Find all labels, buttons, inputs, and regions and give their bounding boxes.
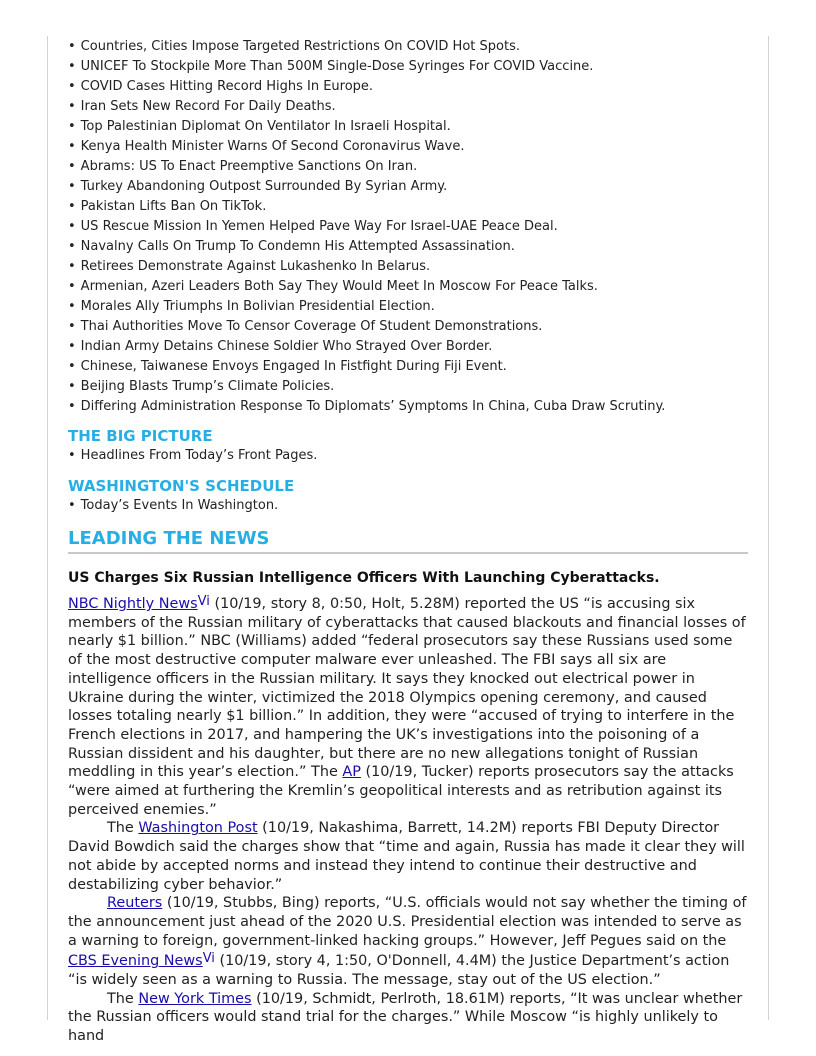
headline-item[interactable]: • UNICEF To Stockpile More Than 500M Single-Dose Syringes For COVID Vaccine. xyxy=(68,57,748,77)
paragraph-text: (10/19, Tucker) reports prosecutors say the attacks “were aimed at furthering the Kremlin’s geopolitical interests and as retribution against its perceived enemies.” xyxy=(68,764,734,818)
headline-item[interactable]: • Retirees Demonstrate Against Lukashenko In Belarus. xyxy=(68,257,748,277)
story-paragraph-3 xyxy=(68,894,748,990)
section-heading-big-picture: THE BIG PICTURE xyxy=(68,427,213,445)
source-link-reuters[interactable]: Reuters xyxy=(107,895,163,912)
headline-item[interactable]: • Armenian, Azeri Leaders Both Say They Would Meet In Moscow For Peace Talks. xyxy=(68,277,748,297)
headline-item[interactable]: • Kenya Health Minister Warns Of Second Coronavirus Wave. xyxy=(68,137,748,157)
headline-item[interactable]: • Indian Army Detains Chinese Soldier Who Strayed Over Border. xyxy=(68,337,748,357)
headline-item[interactable]: • Turkey Abandoning Outpost Surrounded By Syrian Army. xyxy=(68,177,748,197)
video-indicator-icon[interactable]: Vi xyxy=(202,951,215,967)
headline-item[interactable]: • COVID Cases Hitting Record Highs In Europe. xyxy=(68,77,748,97)
headline-item[interactable]: • Pakistan Lifts Ban On TikTok. xyxy=(68,197,748,217)
paragraph-text: (10/19, Nakashima, Barrett, 14.2M) reports FBI Deputy Director David Bowdich said the charges show that “time and again, Russia has made it clear they will not abide by accepted norms and instead they intend to continue their destructive and destabilizing cyber behavior.” xyxy=(68,820,745,893)
video-indicator-icon[interactable]: Vi xyxy=(197,594,210,609)
headline-item[interactable]: • Differing Administration Response To Diplomats’ Symptoms In China, Cuba Draw Scrutiny. xyxy=(68,397,748,417)
headline-item[interactable]: • US Rescue Mission In Yemen Helped Pave Way For Israel-UAE Peace Deal. xyxy=(68,217,748,237)
big-picture-list xyxy=(68,446,748,466)
paragraph-text: (10/19, story 8, 0:50, Holt, 5.28M) reported the US “is accusing six members of the Russian military of cyberattacks that caused blackouts and financial losses of nearly $1 billion.” NBC (Williams) added “federal prosecutors say these Russians used some of the most destructive computer malware ever unleashed. The FBI says all six are intelligence officers in the Russian military. It says they knocked out electrical power in Ukraine during the winter, victimized the 2018 Olympics opening ceremony, and caused losses totaling nearly $1 billion.” In addition, they were “accused of trying to interfere in the French elections in 2017, and hampering the UK’s investigations into the poisoning of a Russian dissident and his daughter, but there are no new allegations tonight of Russian meddling in this year’s election.” The xyxy=(68,596,746,781)
section-heading-leading-the-news: LEADING THE NEWS xyxy=(68,527,748,554)
story-paragraph-4 xyxy=(68,990,748,1046)
headline-item[interactable]: • Countries, Cities Impose Targeted Restrictions On COVID Hot Spots. xyxy=(68,37,748,57)
headline-item[interactable]: • Thai Authorities Move To Censor Coverage Of Student Demonstrations. xyxy=(68,317,748,337)
page-border-left xyxy=(47,36,48,1020)
paragraph-text: (10/19, Stubbs, Bing) reports, “U.S. officials would not say whether the timing of the announcement just ahead of the 2020 U.S. Presidential election was intended to serve as a warning to foreign, government-linked hacking groups.” However, Jeff Pegues said on the xyxy=(68,895,747,949)
page-border-right xyxy=(768,36,769,1020)
paragraph-text: The xyxy=(107,990,139,1007)
newsletter-body xyxy=(68,37,748,1046)
source-link-nbc-nightly-news[interactable]: NBC Nightly News xyxy=(68,596,198,612)
source-link-cbs-evening-news[interactable]: CBS Evening News xyxy=(68,953,203,970)
source-link-washington-post[interactable]: Washington Post xyxy=(138,820,258,837)
section-heading-washington-schedule: WASHINGTON'S SCHEDULE xyxy=(68,477,295,495)
headline-item[interactable]: • Top Palestinian Diplomat On Ventilator In Israeli Hospital. xyxy=(68,117,748,137)
source-link-new-york-times[interactable]: New York Times xyxy=(138,990,252,1007)
washington-schedule-list xyxy=(68,496,748,516)
headline-item[interactable]: • Chinese, Taiwanese Envoys Engaged In Fistfight During Fiji Event. xyxy=(68,357,748,377)
story-paragraph-1 xyxy=(68,593,748,819)
paragraph-text: The xyxy=(107,820,139,837)
story-title: US Charges Six Russian Intelligence Officers With Launching Cyberattacks. xyxy=(68,570,660,586)
headline-item[interactable]: • Morales Ally Triumphs In Bolivian Presidential Election. xyxy=(68,297,748,317)
paragraph-text: (10/19, story 4, 1:50, O'Donnell, 4.4M) the Justice Department’s action “is widely seen as a warning to Russia. The message, stay out of the US election.” xyxy=(68,953,730,989)
washington-schedule-item[interactable]: • Today’s Events In Washington. xyxy=(68,496,748,516)
source-link-ap[interactable]: AP xyxy=(342,764,361,781)
headline-item[interactable]: • Navalny Calls On Trump To Condemn His Attempted Assassination. xyxy=(68,237,748,257)
headline-item[interactable]: • Beijing Blasts Trump’s Climate Policies. xyxy=(68,377,748,397)
headline-item[interactable]: • Iran Sets New Record For Daily Deaths. xyxy=(68,97,748,117)
top-headlines-list xyxy=(68,37,748,417)
paragraph-text: (10/19, Schmidt, Perlroth, 18.61M) reports, “It was unclear whether the Russian officers would stand trial for the charges.” While Moscow “is highly unlikely to hand xyxy=(68,990,743,1045)
story-paragraph-2 xyxy=(68,819,748,894)
headline-item[interactable]: • Abrams: US To Enact Preemptive Sanctions On Iran. xyxy=(68,157,748,177)
big-picture-item[interactable]: • Headlines From Today’s Front Pages. xyxy=(68,446,748,466)
